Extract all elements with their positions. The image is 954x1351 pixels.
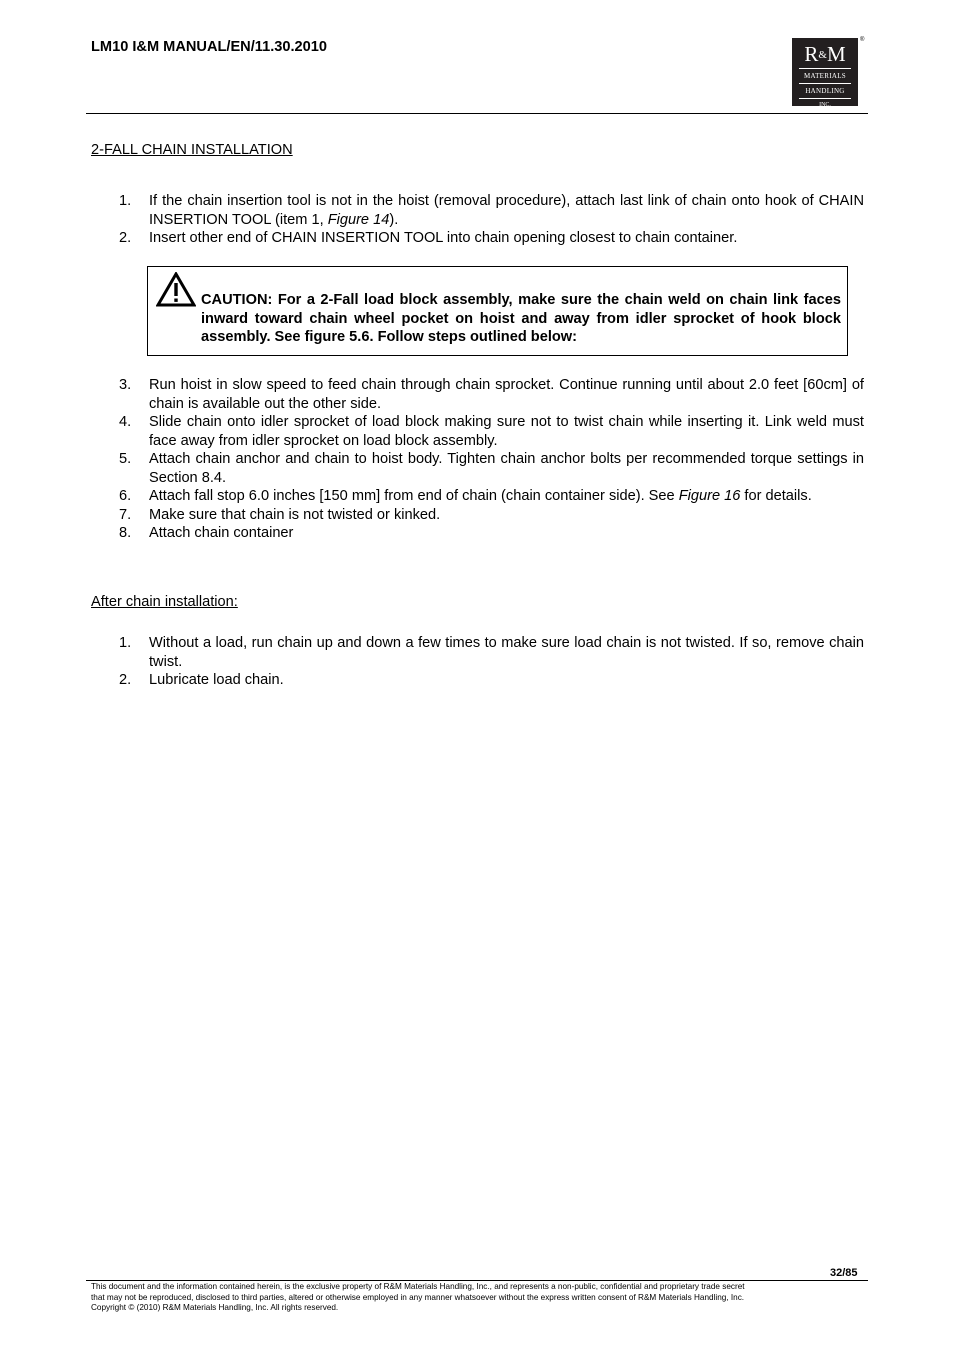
list-item: [91, 450, 864, 487]
section-title: 2-FALL CHAIN INSTALLATION: [91, 142, 293, 158]
step-text: Attach chain anchor and chain to hoist body. Tighten chain anchor bolts per recommended torque settings in Section 8.4.: [149, 451, 864, 486]
footer-disclaimer: [91, 1282, 866, 1314]
after-installation-steps: [91, 634, 864, 690]
logo-rule: [799, 68, 851, 69]
footer-copyright: Copyright © (2010) R&M Materials Handling, Inc. All rights reserved.: [91, 1303, 339, 1313]
logo-ampersand: &: [818, 49, 827, 61]
logo-rule: [799, 83, 851, 84]
registered-mark: ®: [860, 37, 865, 43]
step-number: 2.: [119, 672, 132, 688]
list-item: [91, 229, 864, 248]
logo-line-inc: INC.: [819, 102, 831, 108]
logo-rule: [799, 98, 851, 99]
step-number: 4.: [119, 414, 132, 430]
step-text: Insert other end of CHAIN INSERTION TOOL into chain opening closest to chain container.: [149, 230, 738, 246]
step-number: 8.: [119, 525, 132, 541]
step-number: 6.: [119, 488, 132, 504]
page-number: 32/85: [830, 1267, 858, 1279]
step-text: If the chain insertion tool is not in the hoist (removal procedure), attach last link of chain onto hook of CHAIN INSERTION TOOL (item 1,: [149, 193, 864, 228]
logo-line-handling: HANDLING: [805, 87, 845, 95]
list-item: [91, 671, 864, 690]
installation-steps-part-2: [91, 376, 864, 543]
company-logo: [792, 38, 858, 106]
logo-line-materials: MATERIALS: [804, 72, 846, 80]
logo-letter-r: R: [804, 42, 819, 66]
step-text-end: for details.: [740, 488, 812, 504]
step-number: 1.: [119, 635, 132, 651]
step-number: 5.: [119, 451, 132, 467]
step-text: Without a load, run chain up and down a few times to make sure load chain is not twisted. If so, remove chain twist.: [149, 635, 864, 670]
step-number: 2.: [119, 230, 132, 246]
caution-box: [147, 266, 848, 356]
installation-steps-part-1: [91, 192, 864, 248]
list-item: [91, 376, 864, 413]
step-number: 7.: [119, 506, 132, 523]
caution-text: CAUTION: For a 2-Fall load block assembly, make sure the chain weld on chain link faces inward toward chain wheel pocket on hoist and away from idler sprocket of hook block assembly. See figure 5.6. Follow steps outlined below:: [201, 292, 841, 345]
step-text: Attach fall stop 6.0 inches [150 mm] from end of chain (chain container side). See: [149, 488, 679, 504]
step-number: 3.: [119, 377, 132, 393]
figure-reference: Figure 16: [678, 488, 741, 504]
figure-reference: Figure 14: [327, 211, 390, 228]
step-text: Attach chain container: [149, 525, 294, 541]
step-text: Slide chain onto idler sprocket of load block making sure not to twist chain while inserting it. Link weld must face away from idler sprocket on load block assembly.: [149, 414, 864, 449]
header-divider: [86, 113, 868, 114]
step-text-end: ).: [389, 211, 399, 228]
document-id: LM10 I&M MANUAL/EN/11.30.2010: [91, 39, 328, 55]
step-text: Lubricate load chain.: [149, 672, 284, 688]
list-item: [91, 506, 864, 525]
logo-letter-m: M: [826, 42, 846, 66]
after-installation-title: After chain installation:: [91, 594, 238, 610]
list-item: [91, 524, 864, 543]
step-text: Make sure that chain is not twisted or kinked.: [149, 506, 441, 523]
list-item: [91, 487, 864, 506]
list-item: [91, 413, 864, 450]
list-item: [91, 192, 864, 229]
step-text: Run hoist in slow speed to feed chain through chain sprocket. Continue running until about 2.0 feet [60cm] of chain is available out the other side.: [149, 377, 864, 412]
warning-triangle-icon: [156, 272, 196, 308]
footer-divider: [86, 1280, 868, 1281]
footer-line: This document and the information contained herein, is the exclusive property of R&M Materials Handling, Inc., and represents a non-public, confidential and proprietary trade secret: [91, 1282, 745, 1291]
list-item: [91, 634, 864, 671]
step-number: 1.: [119, 193, 132, 209]
footer-line: that may not be reproduced, disclosed to third parties, altered or otherwise employed in any manner whatsoever without the express written consent of R&M Materials Handling, Inc.: [91, 1292, 745, 1302]
